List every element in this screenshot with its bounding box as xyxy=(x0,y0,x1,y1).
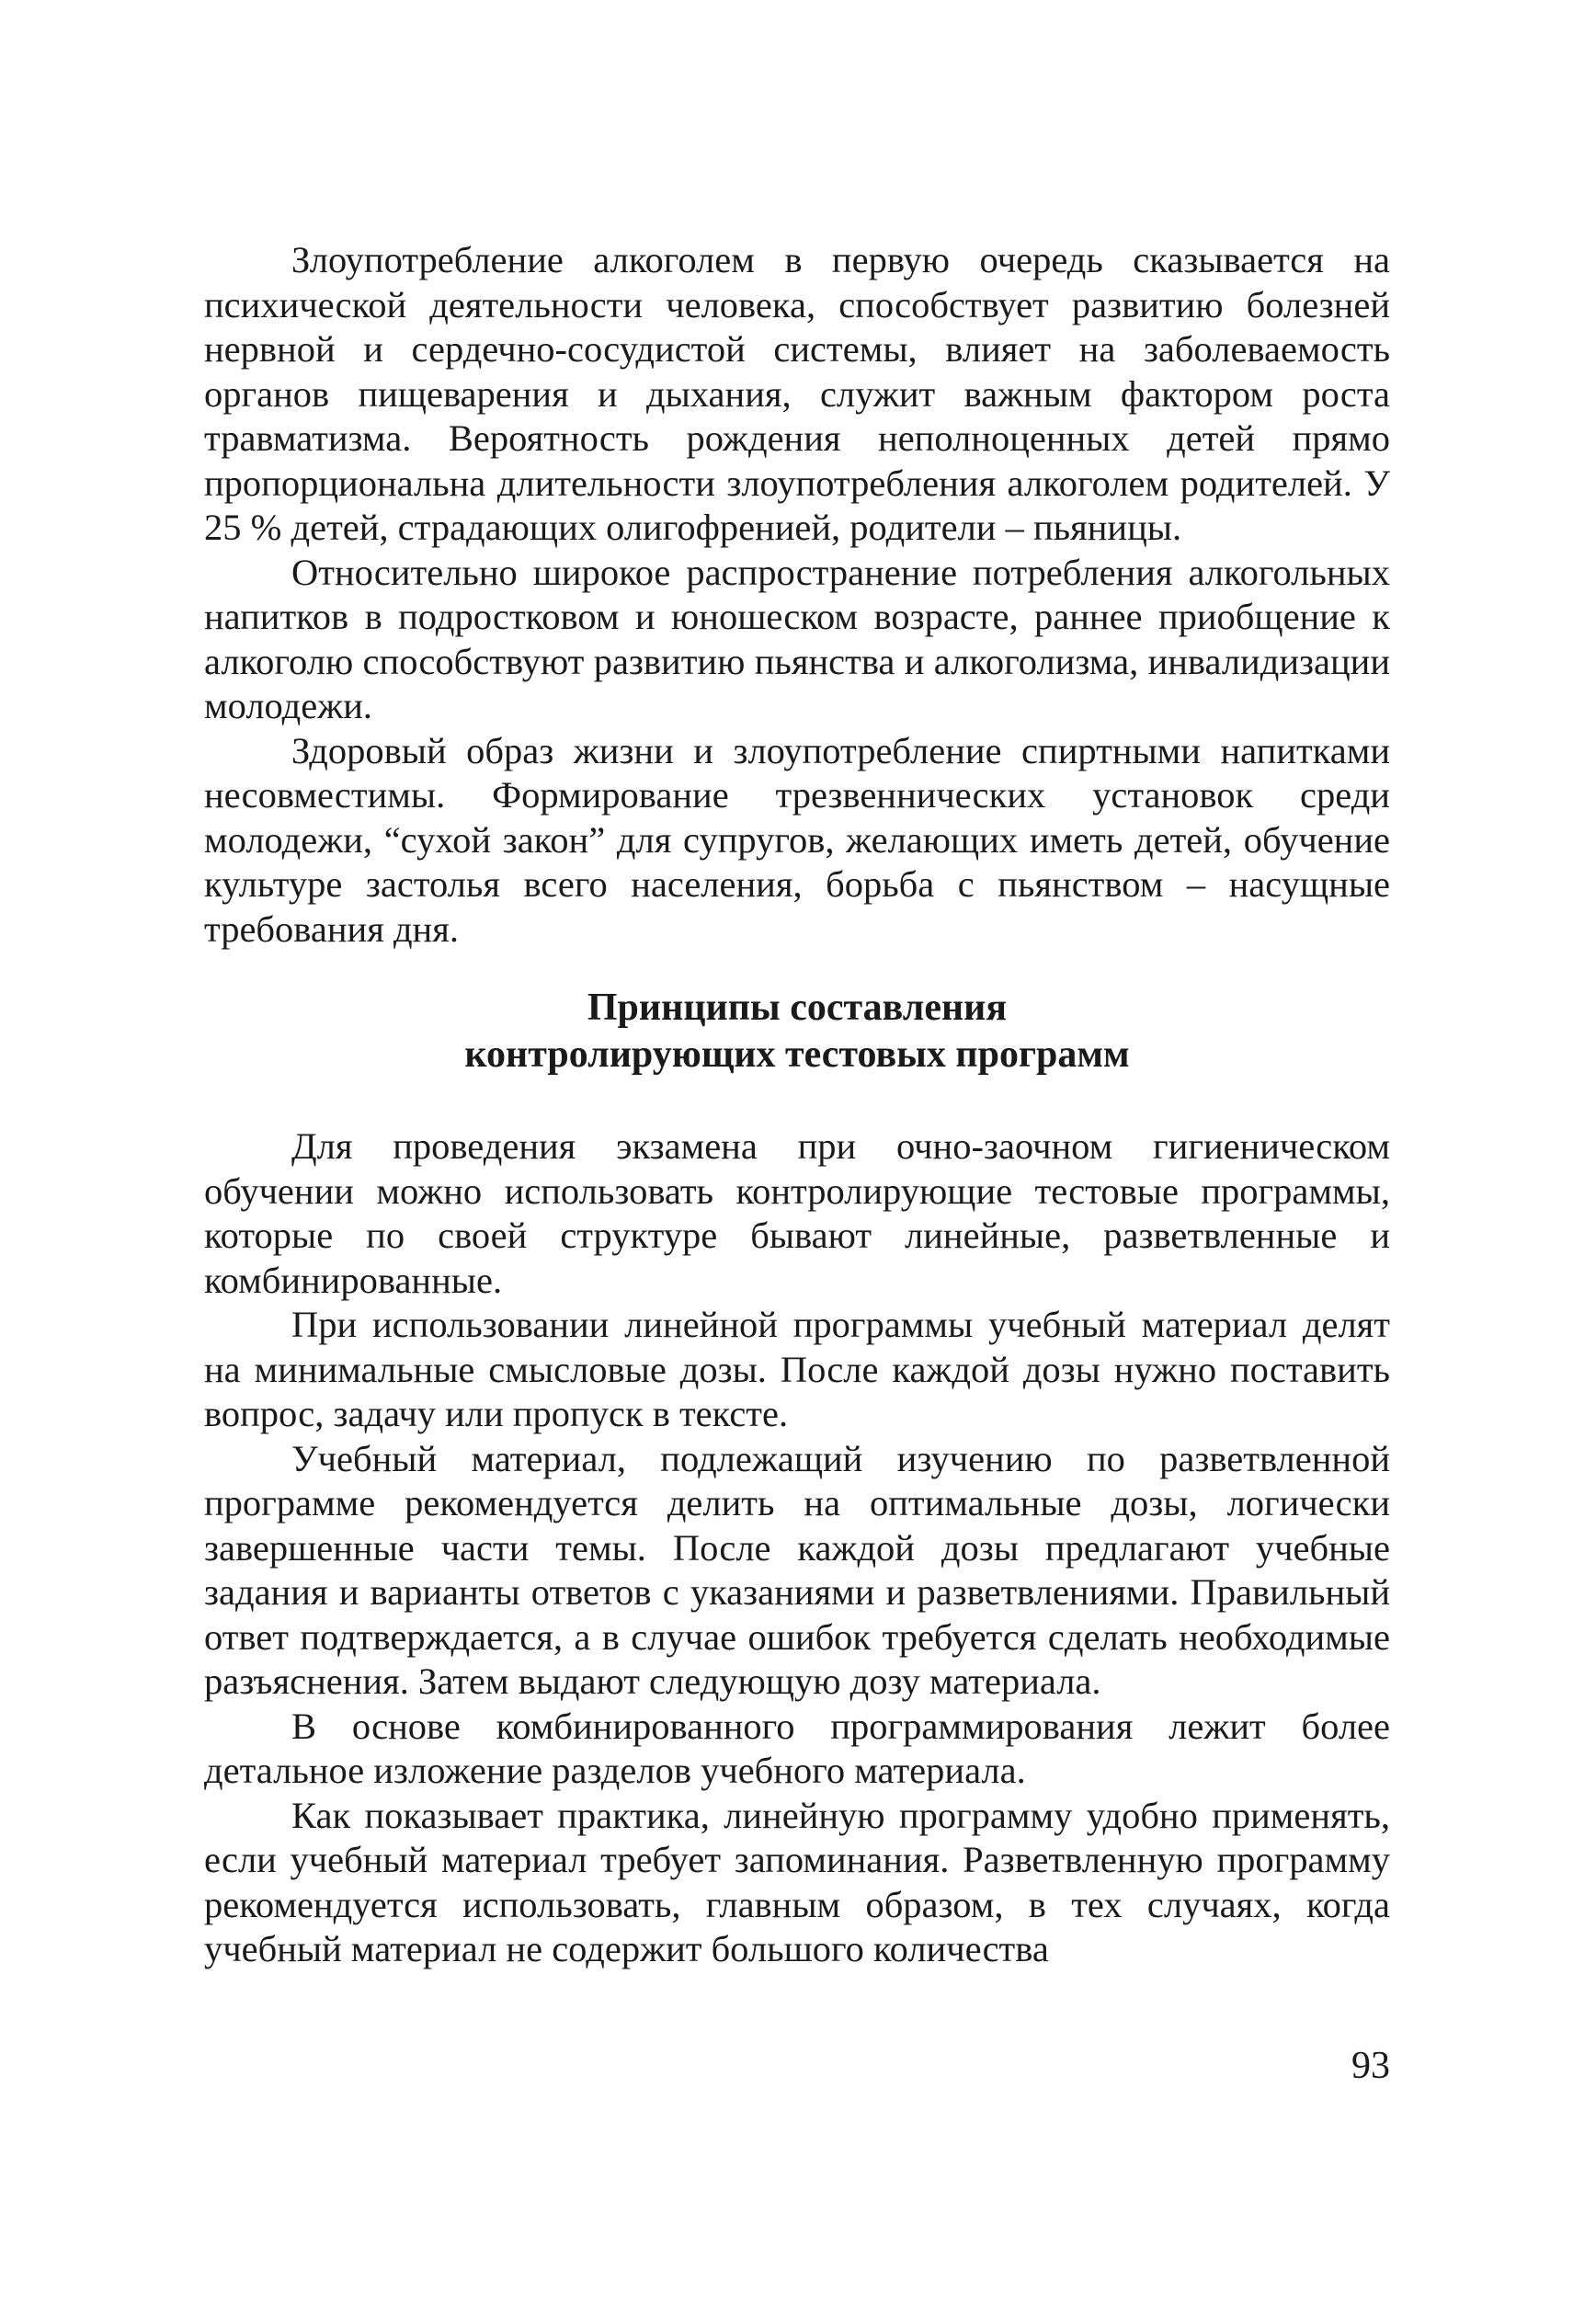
paragraph: Относительно широкое распространение потребления алкогольных напитков в подростковом и юношеском возрасте, раннее приобщение к алкоголю способствуют развитию пьянства и алкоголизма, инвалидизации молодежи. xyxy=(204,551,1390,726)
page-number: 93 xyxy=(1351,2045,1390,2087)
paragraph: При использовании линейной программы учебный материал делят на минимальные смысловые дозы. После каждой дозы нужно поставить вопрос, задачу или пропуск в тексте. xyxy=(204,1304,1390,1434)
paragraph: Злоупотребление алкоголем в первую очередь сказывается на психической деятельности человека, способствует развитию болезней нервной и сердечно-сосудистой системы, влияет на заболеваемость органов пищеварения и дыхания, служит важным фактором роста травматизма. Вероятность рождения неполноценных детей прямо пропорциональна длительности злоупотребления алкоголем родителей. У 25 % детей, страдающих олигофренией, родители – пьяницы. xyxy=(204,239,1390,548)
section-heading xyxy=(204,985,1390,1078)
section-heading-line-2: контролирующих тестовых программ xyxy=(464,1033,1130,1076)
text-section-test-programs xyxy=(204,1124,1390,1972)
paragraph: Для проведения экзамена при очно-заочном гигиеническом обучении можно использовать контролирующие тестовые программы, которые по своей структуре бывают линейные, разветвленные и комбинированные. xyxy=(204,1125,1390,1301)
paragraph: В основе комбинированного программирования лежит более детальное изложение разделов учебного материала. xyxy=(204,1705,1390,1791)
section-heading-line-1: Принципы составления xyxy=(587,987,1008,1029)
paragraph: Здоровый образ жизни и злоупотребление спиртными напитками несовместимы. Формирование трезвеннических установок среди молодежи, “сухой закон” для супругов, желающих иметь детей, обучение культуре застолья всего населения, борьба с пьянством – насущные требования дня. xyxy=(204,729,1390,950)
text-section-alcohol xyxy=(204,238,1390,952)
paragraph: Как показывает практика, линейную программу удобно применять, если учебный материал требует запоминания. Разветвленную программу рекомендуется использовать, главным образом, в тех случаях, когда учебный материал не содержит большого количества xyxy=(204,1794,1390,1969)
paragraph: Учебный материал, подлежащий изучению по разветвленной программе рекомендуется делить на оптимальные дозы, логически завершенные части темы. После каждой дозы предлагают учебные задания и варианты ответов с указаниями и разветвлениями. Правильный ответ подтверждается, а в случае ошибок требуется сделать необходимые разъяснения. Затем выдают следующую дозу материала. xyxy=(204,1437,1390,1702)
